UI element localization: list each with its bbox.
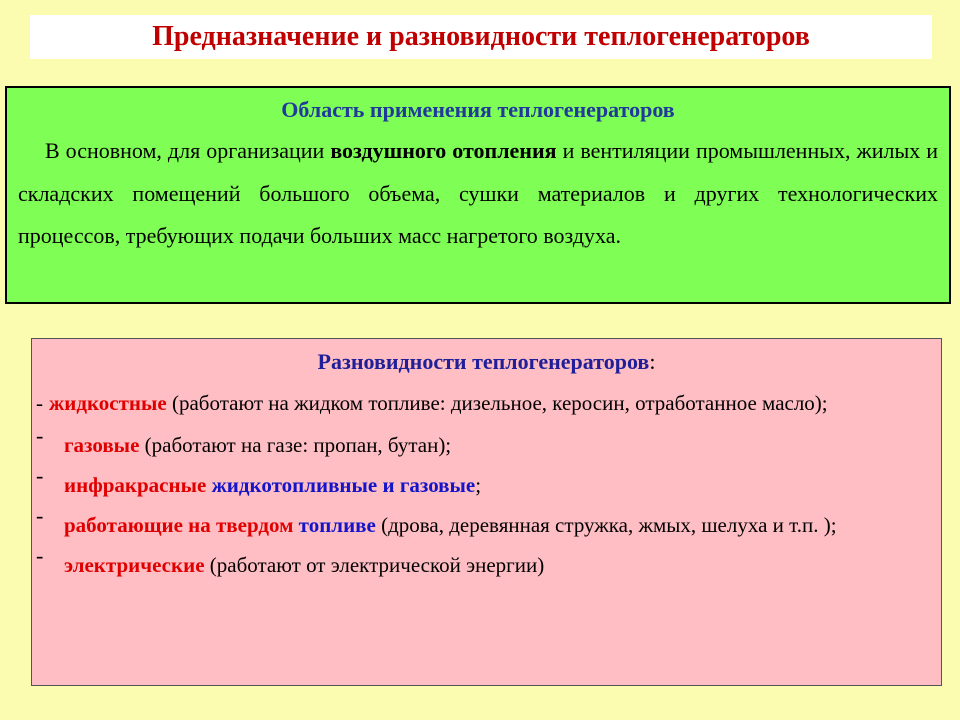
application-text-after: и вентиляции промышленных, жилых и складских помещений большого объема, сушки материалов и других технологических процессов, требующих подачи больших масс нагретого воздуха. xyxy=(18,138,939,248)
page-title: Предназначение и разновидности теплогенераторов xyxy=(152,21,810,52)
type-description: ; xyxy=(475,473,482,497)
bullet-dash: - xyxy=(36,423,44,448)
type-term: работающие на твердом xyxy=(64,513,294,537)
application-text-before: В основном, для организации xyxy=(45,138,331,163)
type-description: (дрова, деревянная стружка, жмых, шелуха и т.п. ); xyxy=(375,513,837,537)
title-bar xyxy=(30,15,932,59)
type-term: газовые xyxy=(64,433,140,457)
application-text xyxy=(18,130,938,258)
list-item xyxy=(36,383,937,424)
type-term-blue: жидкотопливные и газовые xyxy=(211,473,476,497)
type-term-blue: топливе xyxy=(298,513,376,537)
list-item xyxy=(36,543,937,584)
bullet-dash: - xyxy=(36,503,44,528)
type-description: (работают на газе: пропан, бутан); xyxy=(139,433,452,457)
types-heading-colon: : xyxy=(649,349,656,374)
types-heading-text: Разновидности теплогенераторов xyxy=(317,349,650,374)
application-box xyxy=(5,86,951,304)
list-item xyxy=(36,423,937,464)
type-term: жидкостные xyxy=(49,391,167,415)
types-heading xyxy=(36,347,937,377)
type-description: (работают от электрической энергии) xyxy=(204,553,545,577)
bullet-dash: - xyxy=(36,543,44,568)
type-term: инфракрасные xyxy=(64,473,207,497)
bullet-dash: - xyxy=(36,391,43,415)
types-list xyxy=(36,383,937,584)
bullet-dash: - xyxy=(36,463,44,488)
type-description: (работают на жидком топливе: дизельное, керосин, отработанное масло); xyxy=(166,391,828,415)
types-box xyxy=(31,338,942,686)
list-item xyxy=(36,463,937,504)
application-heading: Область применения теплогенераторов xyxy=(281,97,675,122)
list-item xyxy=(36,503,937,544)
type-term: электрические xyxy=(64,553,205,577)
application-text-bold: воздушного отопления xyxy=(330,138,557,163)
